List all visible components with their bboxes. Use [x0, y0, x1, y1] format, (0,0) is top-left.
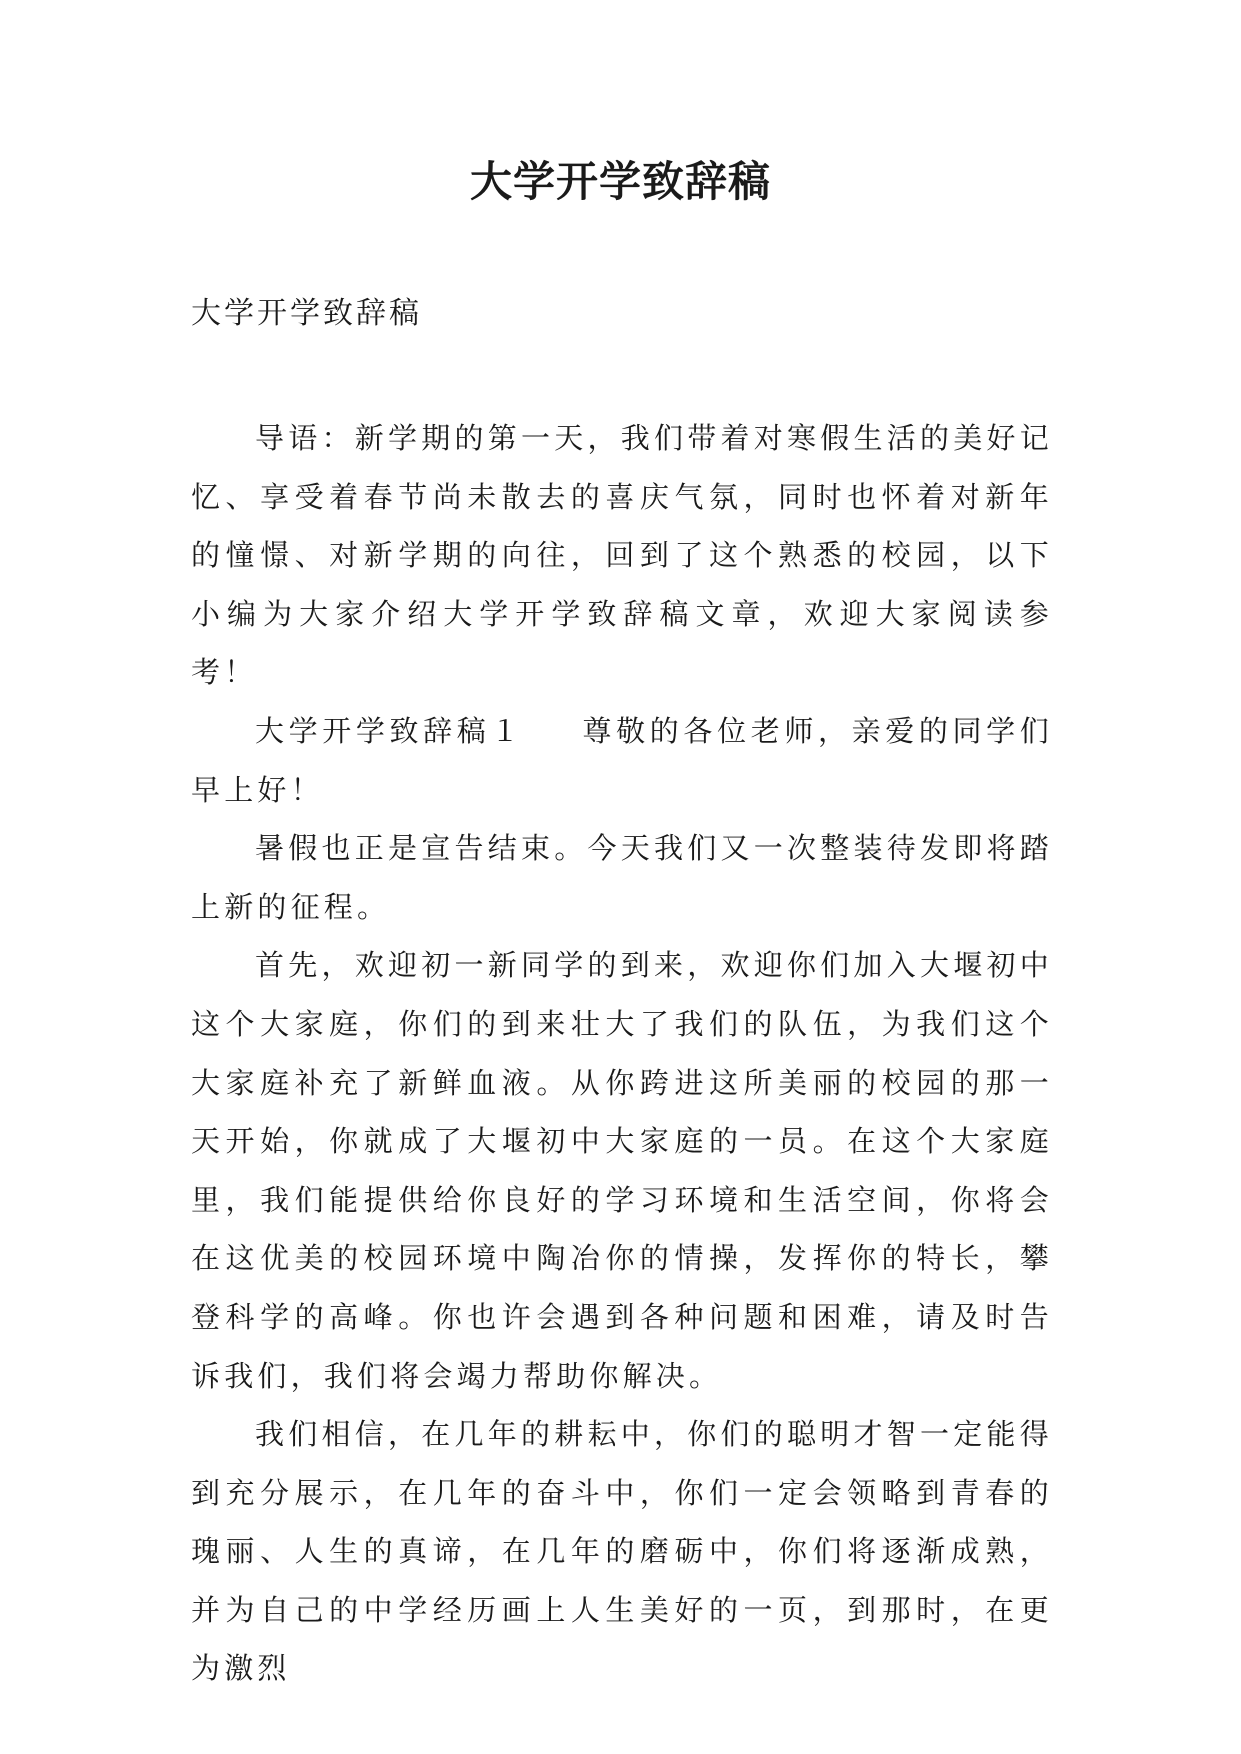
document-title: 大学开学致辞稿 — [469, 157, 771, 206]
section-label: 大学开学致辞稿１ — [255, 713, 525, 748]
greeting-text: 尊敬的各位老师，亲爱的同学们早上好！ — [191, 713, 1053, 807]
paragraph-summer: 暑假也正是宣告结束。今天我们又一次整装待发即将踏上新的征程。 — [191, 831, 1053, 924]
paragraph-greeting — [191, 702, 1053, 819]
paragraph-belief: 我们相信，在几年的耕耘中，你们的聪明才智一定能得到充分展示，在几年的奋斗中，你们一定会领略到青春的瑰丽、人生的真谛，在几年的磨砺中，你们将逐渐成熟，并为自己的中学经历画上人生美好的一页，到那时，在更为激烈 — [191, 1417, 1053, 1686]
paragraph-welcome: 首先，欢迎初一新同学的到来，欢迎你们加入大堰初中这个大家庭，你们的到来壮大了我们的队伍，为我们这个大家庭补充了新鲜血液。从你跨进这所美丽的校园的那一天开始，你就成了大堰初中大家庭的一员。在这个大家庭里，我们能提供给你良好的学习环境和生活空间，你将会在这优美的校园环境中陶冶你的情操，发挥你的特长，攀登科学的高峰。你也许会遇到各种问题和困难，请及时告诉我们，我们将会竭力帮助你解决。 — [191, 948, 1053, 1393]
document-body — [191, 409, 1053, 1698]
paragraph-intro: 导语：新学期的第一天，我们带着对寒假生活的美好记忆、享受着春节尚未散去的喜庆气氛，同时也怀着对新年的憧憬、对新学期的向往，回到了这个熟悉的校园，以下小编为大家介绍大学开学致辞稿文章，欢迎大家阅读参考！ — [191, 421, 1053, 690]
document-subtitle: 大学开学致辞稿 — [191, 296, 422, 331]
